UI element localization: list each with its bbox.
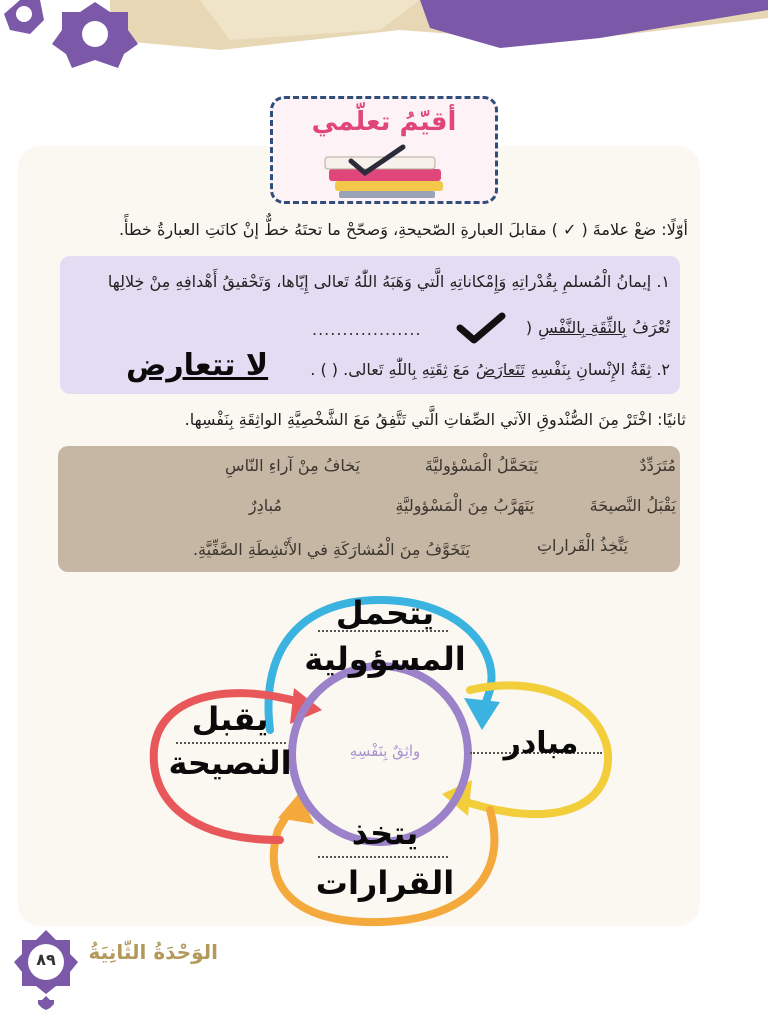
top-decorative-banner	[0, 0, 768, 70]
statement2-prefix: ٢. ثِقَةُ الإِنْسانِ بِنَفْسِهِ	[530, 360, 670, 379]
bottom-answer-dots	[318, 856, 448, 858]
books-checkmark-icon	[317, 143, 457, 199]
statement2-handwritten-correction: لا تتعارض	[126, 348, 269, 383]
top-answer-line1: يتحمل	[335, 594, 435, 632]
statement2	[310, 360, 670, 379]
bottom-answer-line1: يتخذ	[351, 814, 419, 852]
star-ornament-icon	[4, 0, 44, 34]
bottom-answer-line2: القرارات	[315, 864, 455, 902]
statement2-suffix: مَعَ ثِقَتِهِ بِاللّٰهِ تَعالى. ( ) .	[310, 360, 470, 379]
section-header-badge	[270, 96, 498, 204]
statement1-line1: ١. إيمانُ الْمُسلمِ بِقُدْراتِهِ وَإِمْكاناتِهِ الَّتي وَهَبَهُ اللّٰهُ تَعالى إِيّاها، وَتَحْقيقُ أَهْدافِهِ مِنْ خِلالِها	[107, 272, 670, 291]
trait-word: يَقْبَلُ النَّصيحَةَ	[589, 496, 676, 515]
statement1-prefix: تُعْرَفُ	[632, 318, 670, 337]
trait-word: يَتَحَمَّلُ الْمَسْؤوليَّةَ	[424, 456, 538, 475]
trait-word: يَتَخَوَّفُ مِنَ الْمُشارَكَةِ في الأَنْشِطَةِ الصَّفِّيَّةِ.	[192, 540, 470, 559]
left-answer-line2: النصيحة	[168, 744, 292, 782]
trait-word: يَتَهَرَّبُ مِنَ الْمَسْؤوليَّةِ	[395, 496, 534, 515]
unit-label: الوَحْدَةُ الثّانِيَةُ	[88, 940, 218, 964]
statement1-answer-dots: ..................	[312, 320, 422, 339]
trait-word: مُتَرَدِّدٌ	[639, 456, 676, 475]
trait-word: مُبادِرٌ	[248, 496, 282, 515]
statement1-paren: (	[525, 318, 533, 337]
statement2-underlined: تَتَعارَضُ	[475, 360, 525, 379]
diagram-center-label: واثِقٌ بِنَفْسِهِ	[349, 742, 421, 760]
section2-instruction: ثانيًا: اخْتَرْ مِنَ الصُّنْدوقِ الآتي الصِّفاتِ الَّتي تَتَّفِقُ مَعَ الشَّخْصِيَّةِ الواثِقَةِ بِنَفْسِها.	[184, 410, 686, 429]
handwritten-checkmark-icon	[456, 312, 506, 344]
trait-word: يَتَّخِذُ الْقَراراتِ	[536, 536, 628, 555]
top-answer-line2: المسؤولية	[304, 640, 466, 678]
statement1-line2	[526, 318, 670, 337]
badge-title: أقيّمُ تعلّمي	[311, 107, 457, 137]
section1-instruction: أوّلًا: ضعْ علامةَ ( ✓ ) مقابلَ العبارةِ الصّحيحةِ، وَصحّحْ ما تحتَهُ خطٌّ إنْ كانَتِ العبارةُ خطأً.	[118, 220, 688, 239]
statement1-underlined: بِالثِّقَةِ بِالنَّفْسِ	[538, 318, 627, 337]
left-answer-line1: يقبل	[191, 700, 269, 738]
page-number: ٨٩	[36, 950, 56, 969]
top-answer-dots	[318, 630, 448, 632]
trait-word: يَخافُ مِنْ آراءِ النّاسِ	[225, 456, 360, 475]
right-answer: مبادر	[503, 726, 579, 761]
page-number-star-icon	[14, 930, 78, 1010]
